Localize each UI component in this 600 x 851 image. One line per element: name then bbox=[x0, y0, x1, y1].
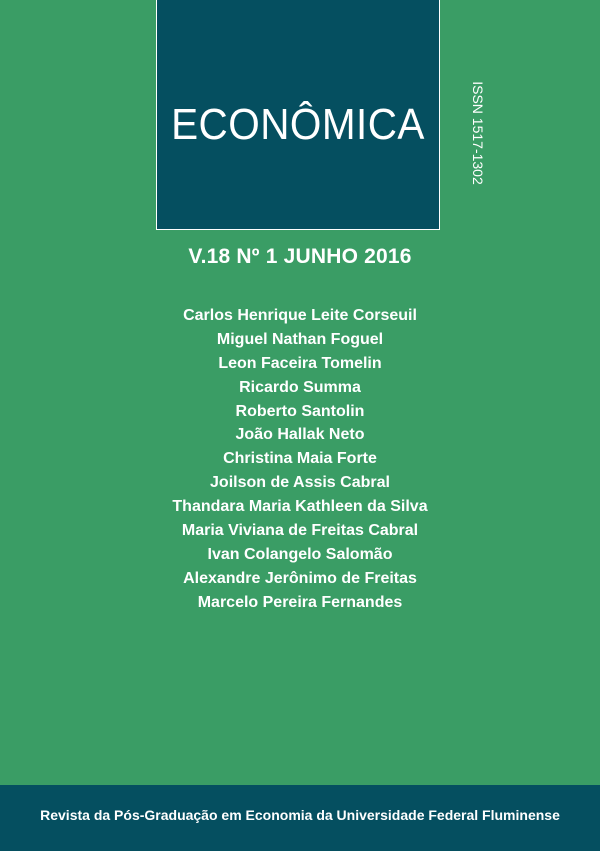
author-name: Joilson de Assis Cabral bbox=[210, 474, 390, 492]
author-name: Thandara Maria Kathleen da Silva bbox=[172, 498, 428, 516]
author-name: Marcelo Pereira Fernandes bbox=[197, 593, 403, 611]
issn-label bbox=[468, 83, 488, 183]
issn-text: ISSN 1517-1302 bbox=[470, 81, 486, 185]
author-name: Ivan Colangelo Salomão bbox=[207, 545, 393, 563]
author-name: Leon Faceira Tomelin bbox=[218, 354, 382, 372]
author-name: João Hallak Neto bbox=[235, 426, 365, 444]
author-name: Carlos Henrique Leite Corseuil bbox=[183, 307, 417, 324]
footer-band bbox=[0, 785, 600, 851]
footer-text: Revista da Pós-Graduação em Economia da Universidade Federal Fluminense bbox=[40, 807, 560, 823]
journal-title: ECONÔMICA bbox=[171, 100, 425, 149]
author-name: Alexandre Jerônimo de Freitas bbox=[183, 569, 417, 587]
author-name: Ricardo Summa bbox=[239, 378, 361, 396]
author-name: Miguel Nathan Foguel bbox=[216, 330, 384, 348]
issue-info: V.18 Nº 1 JUNHO 2016 bbox=[188, 245, 412, 268]
author-list bbox=[0, 304, 600, 615]
title-box bbox=[156, 0, 440, 230]
author-name: Maria Viviana de Freitas Cabral bbox=[181, 522, 419, 540]
author-name: Christina Maia Forte bbox=[223, 450, 377, 468]
author-name: Roberto Santolin bbox=[235, 402, 365, 420]
